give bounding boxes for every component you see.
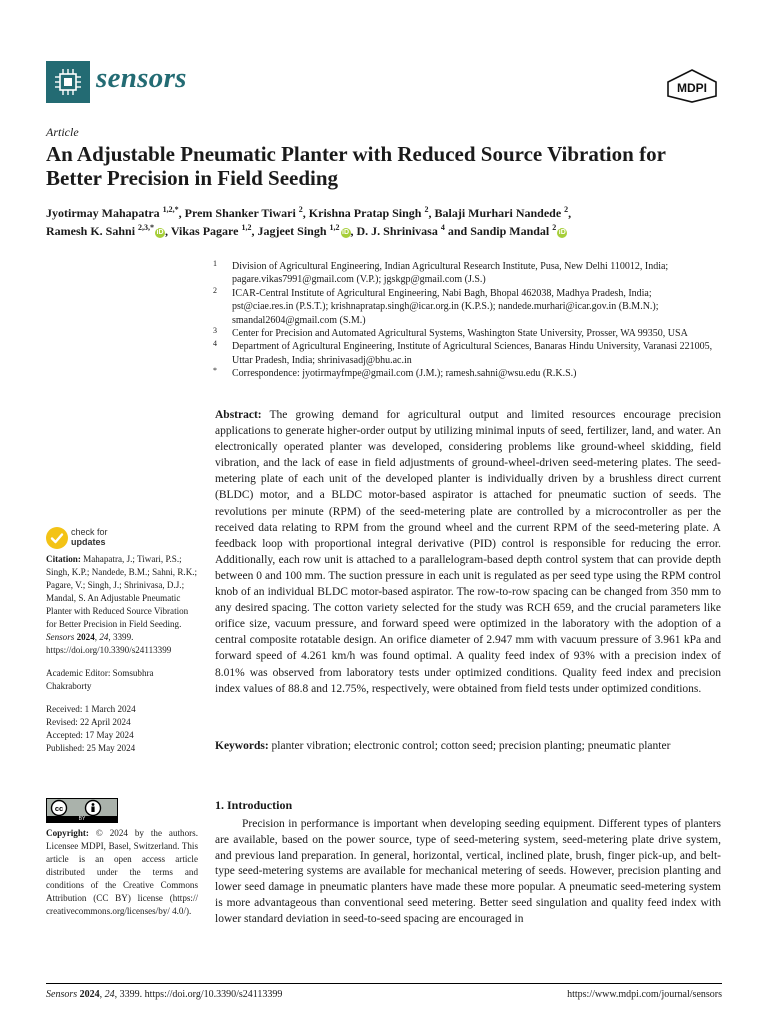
author-name: Prem Shanker Tiwari bbox=[184, 206, 296, 220]
date-published: Published: 25 May 2024 bbox=[46, 743, 136, 753]
article-title: An Adjustable Pneumatic Planter with Reduced Source Vibration for Better Precision in Field Seeding bbox=[46, 142, 666, 190]
citation-block: Citation: Mahapatra, J.; Tiwari, P.S.; Singh, K.P.; Nandede, B.M.; Sahni, R.K.; Pagare, V.; Singh, J.; Shrinivasa, D.J.; Mandal, S. An Adjustable Pneumatic Planter with Reduced Source Vibration for Better Precision in Field Seeding. Sensors 2024, 24, 3399. https://doi.org/10.3390/s24113399 bbox=[46, 554, 198, 655]
author-affiliation-marker: 2 bbox=[298, 205, 303, 214]
author-name: D. J. Shrinivasa bbox=[356, 224, 438, 238]
author-separator: , bbox=[302, 206, 309, 220]
affiliation-number: * bbox=[213, 366, 217, 376]
check-updates-label: check for bbox=[71, 527, 108, 537]
affiliation-number: 2 bbox=[213, 285, 217, 295]
author-affiliation-marker: 1,2 bbox=[241, 223, 252, 232]
abstract-text: The growing demand for agricultural output and limited resources encourage precision applications to generate higher-order output by utilizing minimal inputs of seed, fertilizer, land, and water. An electronically operated planter was developed, considering problems like ground-wheel skidding, field vibration, and the lack of ease in field adjustments of ground-wheel-driven seed-metering plates. The seed-metering plate of each unit of the developed planter is individually driven by a brushless direct current (BLDC) motor, and a BLDC motor-based aspirator is attached for pneumatic suction of seeds. The revolutions per minute (RPM) of the seed-metering plate are controlled by a microcontroller as per the received data relating to RPM from the ground wheel and the current RPM of the seed-metering plate. A feedback loop with proportional integral derivative (PID) control is responsible for reducing the error. Additionally, each row unit is attached to a parallelogram-based depth control system that can provide depth between 0 and 100 mm. The suction pressure in each unit is regulated as per seed type using the RPM control knob of an individual BLDC motor-based aspirator. The row-to-row spacing can be changed from 350 mm to any desired spacing. The cotton variety selected for the study was RCH 659, and the crucial parameters like orifice size, vacuum pressure, and forward speed were optimized in the laboratory with the adoption of a central composite rotatable design. An orifice diameter of 2.947 mm with vacuum pressure of 3.961 kPa and forward speed of 4.261 km/h was found optimal. A quality feed index of 93% with a precision index of 8.01% was observed from laboratory tests under optimized conditions. Quality feed index and precision index values of 88.8 and 12.75%, respectively, were obtained from field tests under optimized conditions. bbox=[215, 409, 722, 695]
abstract-label: Abstract: bbox=[215, 409, 262, 421]
author-affiliation-marker: 2 bbox=[552, 223, 557, 232]
copyright-text: © 2024 by the authors. Licensee MDPI, Basel, Switzerland. This article is an open access article distributed under the terms and conditions of the Creative Commons Attribution (CC BY) license (https:// creativecommons.org/licenses/by/ 4.0/). bbox=[46, 828, 198, 916]
footer-volume: 24 bbox=[104, 989, 115, 1000]
author-separator: , bbox=[165, 224, 171, 238]
affiliation-item bbox=[213, 327, 713, 340]
orcid-icon[interactable]: iD bbox=[156, 229, 164, 236]
cc-by-license-icon[interactable] bbox=[46, 798, 118, 823]
author-name: Balaji Murhari Nandede bbox=[434, 206, 562, 220]
affiliation-number: 1 bbox=[213, 259, 217, 268]
footer-citation: Sensors 2024, 24, 3399. https://doi.org/10.3390/s24113399 bbox=[46, 989, 283, 1000]
citation-doi[interactable]: 3399. https://doi.org/10.3390/s24113399 bbox=[46, 632, 172, 655]
license-badge-label: BY bbox=[47, 816, 117, 822]
journal-logo-icon[interactable] bbox=[46, 61, 90, 103]
author-name: Sandip Mandal bbox=[470, 224, 550, 238]
author-separator: , bbox=[350, 224, 357, 238]
author-name: Vikas Pagare bbox=[170, 224, 239, 238]
copyright-label: Copyright: bbox=[46, 828, 89, 838]
author-affiliation-marker: 1,2,* bbox=[162, 205, 179, 214]
citation-journal: Sensors bbox=[46, 632, 75, 642]
affiliations-list bbox=[213, 260, 713, 381]
date-accepted: Accepted: 17 May 2024 bbox=[46, 730, 134, 740]
affiliation-item bbox=[213, 367, 713, 380]
footer-divider bbox=[46, 983, 722, 984]
author-separator: , bbox=[178, 206, 185, 220]
author-separator: , bbox=[428, 206, 435, 220]
affiliation-number: 4 bbox=[213, 339, 217, 349]
citation-label: Citation: bbox=[46, 554, 81, 564]
check-updates-button[interactable] bbox=[46, 526, 166, 550]
affiliation-text: ICAR-Central Institute of Agricultural Engineering, Nabi Bagh, Bhopal 462038, Madhya Pradesh, India; pst@ciae.res.in (P.S.T.); krishnapratap.singh@icar.org.in (K.P.S.); nandede.murhari@icar.gov.in (B.M.N.); smandal2604@gmail.com (S.M.) bbox=[232, 287, 659, 326]
affiliation-item bbox=[213, 340, 713, 367]
sidebar bbox=[46, 553, 198, 755]
affiliation-number: 3 bbox=[213, 326, 217, 336]
author-name: Ramesh K. Sahni bbox=[46, 224, 136, 238]
author-separator: , bbox=[251, 224, 258, 238]
svg-text:cc: cc bbox=[54, 804, 64, 813]
footer-journal: Sensors bbox=[46, 989, 78, 1000]
editor-label: Academic Editor: bbox=[46, 668, 111, 678]
affiliation-item bbox=[213, 287, 713, 327]
author-separator: , bbox=[568, 206, 572, 220]
keywords-text: planter vibration; electronic control; cotton seed; precision planting; pneumatic planter bbox=[271, 740, 671, 752]
author-affiliation-marker: 4 bbox=[440, 223, 445, 232]
affiliation-text: Correspondence: jyotirmayfmpe@gmail.com (J.M.); ramesh.sahni@wsu.edu (R.K.S.) bbox=[232, 368, 577, 380]
author-separator: and bbox=[444, 224, 471, 238]
citation-volume: 24 bbox=[99, 632, 109, 642]
citation-year: 2024 bbox=[76, 632, 95, 642]
author-affiliation-marker: 2 bbox=[564, 205, 569, 214]
affiliation-text: Center for Precision and Automated Agricultural Systems, Washington State University, Prosser, WA 99350, USA bbox=[232, 328, 688, 340]
editor-name: Somsubhra Chakraborty bbox=[46, 668, 154, 691]
keywords bbox=[215, 738, 721, 754]
copyright-notice bbox=[46, 827, 198, 918]
affiliation-text: Division of Agricultural Engineering, Indian Agricultural Research Institute, Pusa, New Delhi 110012, India; pagare.vikas7991@gmail.com (V.P.); jgskgp@gmail.com (J.S.) bbox=[232, 261, 669, 286]
orcid-icon[interactable]: iD bbox=[558, 229, 566, 236]
article-type: Article bbox=[46, 125, 79, 139]
author-affiliation-marker: 2 bbox=[424, 205, 429, 214]
introduction-text: Precision in performance is important when developing seeding equipment. Different types of planters are available, based on the power source, type of seed-metering system, seed-metering plate drive system, and previous land preparation. In general, horizontal, vertical, inclined plate, brush, finger pick-up, and belt-type seed-metering systems are available for mechanical metering of seeds. However, precision planting and lower seed damage in pneumatic planters have made these more popular. A pneumatic seed-metering system is more advantageous than conventional seed metering. Better seed singulation and quality feed index with lower standard deviation in seed-to-seed spacing are encouraged in bbox=[215, 818, 721, 925]
orcid-icon[interactable]: iD bbox=[342, 229, 349, 236]
affiliation-text: Department of Agricultural Engineering, Institute of Agricultural Sciences, Banaras Hindu University, Varanasi 221005, Uttar Pradesh, India; shrinivasadj@bhu.ac.in bbox=[232, 341, 713, 366]
keywords-label: Keywords: bbox=[215, 740, 269, 752]
academic-editor bbox=[46, 667, 198, 693]
date-received: Received: 1 March 2024 bbox=[46, 704, 136, 714]
author-name: Jagjeet Singh bbox=[257, 224, 327, 238]
author-affiliation-marker: 2,3,* bbox=[138, 223, 155, 232]
publisher-name: MDPI bbox=[677, 81, 707, 95]
check-updates-label-bold: updates bbox=[71, 537, 106, 547]
affiliation-item bbox=[213, 260, 713, 287]
author-list bbox=[46, 204, 706, 240]
section-heading-introduction: 1. Introduction bbox=[215, 798, 293, 812]
footer-doi[interactable]: 3399. https://doi.org/10.3390/s24113399 bbox=[119, 989, 283, 1000]
abstract bbox=[215, 407, 721, 697]
footer-journal-url[interactable]: https://www.mdpi.com/journal/sensors bbox=[567, 989, 722, 1000]
author-name: Krishna Pratap Singh bbox=[308, 206, 422, 220]
footer-year: 2024 bbox=[79, 989, 100, 1000]
author-name: Jyotirmay Mahapatra bbox=[46, 206, 160, 220]
check-updates-icon bbox=[46, 527, 68, 549]
mdpi-logo[interactable] bbox=[664, 68, 720, 109]
author-affiliation-marker: 1,2 bbox=[329, 223, 340, 232]
date-revised: Revised: 22 April 2024 bbox=[46, 717, 131, 727]
citation-authors: Mahapatra, J.; Tiwari, P.S.; Singh, K.P.; Nandede, B.M.; Sahni, R.K.; Pagare, V.; Singh, J.; Shrinivasa, D.J.; Mandal, S. An Adjustable Pneumatic Planter with Reduced Source Vibration for Better Precision in Field Seeding. bbox=[46, 554, 198, 629]
journal-name[interactable]: sensors bbox=[96, 62, 187, 94]
